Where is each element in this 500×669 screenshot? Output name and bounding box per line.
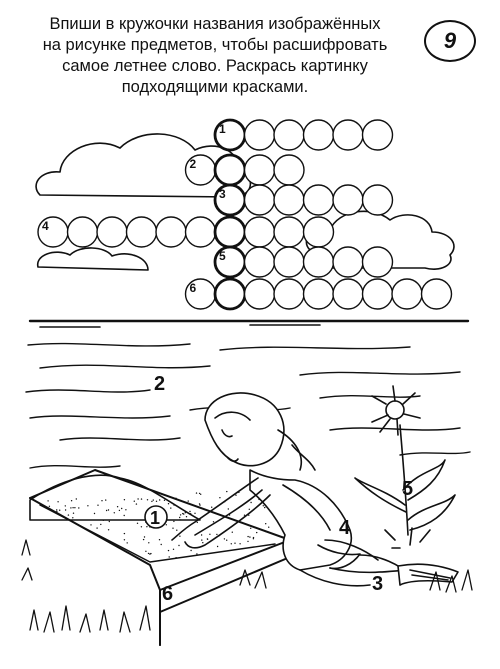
- scene-label-6: 6: [162, 583, 174, 605]
- sand-dot: [144, 536, 145, 537]
- letter-circle[interactable]: [363, 247, 393, 277]
- sand-dot: [150, 553, 151, 554]
- sand-dot: [70, 507, 71, 508]
- sand-dot: [145, 551, 146, 552]
- letter-circle[interactable]: [245, 185, 275, 215]
- letter-circle[interactable]: [304, 279, 334, 309]
- letter-circle[interactable]: [245, 155, 275, 185]
- letter-circle[interactable]: [274, 120, 304, 150]
- sand-dot: [151, 501, 152, 502]
- sand-dot: [137, 523, 138, 524]
- letter-circle[interactable]: [304, 120, 334, 150]
- sand-dot: [179, 517, 180, 518]
- sand-dot: [176, 530, 177, 531]
- puzzle-row: [38, 217, 334, 247]
- instruction-line: самое летнее слово. Раскрась картинку: [62, 57, 368, 75]
- sand-dot: [147, 499, 148, 500]
- letter-circle[interactable]: [363, 279, 393, 309]
- sand-dot: [211, 507, 212, 508]
- sand-dot: [209, 534, 210, 535]
- sand-dot: [72, 517, 73, 518]
- letter-circle[interactable]: [245, 120, 275, 150]
- sand-dot: [57, 501, 58, 502]
- sand-dot: [179, 536, 180, 537]
- letter-circle[interactable]: [333, 185, 363, 215]
- sandbox-icon: [30, 470, 290, 645]
- sand-dot: [247, 536, 248, 537]
- puzzle-row-number: 4: [42, 219, 49, 233]
- sand-dot: [105, 499, 106, 500]
- sand-dot: [219, 497, 220, 498]
- letter-circle[interactable]: [333, 279, 363, 309]
- sand-dot: [265, 523, 266, 524]
- sand-dot: [173, 521, 174, 522]
- sand-dot: [226, 491, 227, 492]
- sand-dot: [173, 549, 174, 550]
- sand-dot: [256, 532, 257, 533]
- sand-dot: [73, 513, 74, 514]
- sand-dot: [253, 538, 254, 539]
- sand-dot: [231, 543, 232, 544]
- sand-dot: [76, 498, 77, 499]
- sand-dot: [68, 514, 69, 515]
- sand-dot: [168, 503, 169, 504]
- sand-dot: [216, 534, 217, 535]
- sand-dot: [173, 504, 174, 505]
- sand-dot: [156, 501, 157, 502]
- sand-dot: [234, 543, 235, 544]
- letter-circle[interactable]: [156, 217, 186, 247]
- sand-dot: [124, 499, 125, 500]
- sand-dot: [189, 511, 190, 512]
- sand-dot: [137, 498, 138, 499]
- sand-dot: [90, 524, 91, 525]
- sand-dot: [141, 498, 142, 499]
- sand-dot: [108, 509, 109, 510]
- horizon-line: [30, 321, 468, 327]
- letter-circle[interactable]: [304, 185, 334, 215]
- sand-dot: [121, 508, 122, 509]
- puzzle-row-number: 2: [189, 157, 197, 171]
- sand-dot: [106, 510, 107, 511]
- sand-dot: [232, 532, 233, 533]
- sand-dot: [250, 528, 251, 529]
- letter-circle[interactable]: [274, 155, 304, 185]
- sand-dot: [201, 534, 202, 535]
- sand-dot: [200, 494, 201, 495]
- sand-dot: [170, 507, 171, 508]
- sand-dot: [228, 508, 229, 509]
- sand-dot: [100, 524, 101, 525]
- sand-dot: [124, 539, 125, 540]
- sand-dot: [148, 553, 149, 554]
- sand-dot: [146, 526, 147, 527]
- sand-dot: [186, 516, 187, 517]
- sand-dot: [201, 539, 202, 540]
- sand-dot: [125, 509, 126, 510]
- sand-dot: [199, 493, 200, 494]
- instruction-line: Впиши в кружочки названия изображённых: [49, 15, 381, 33]
- letter-circle[interactable]: [68, 217, 98, 247]
- sand-dot: [194, 513, 195, 514]
- sand-dot: [141, 526, 142, 527]
- sand-dot: [114, 512, 115, 513]
- instruction-line: подходящими красками.: [121, 78, 309, 96]
- letter-circle[interactable]: [186, 217, 216, 247]
- sand-dot: [249, 536, 250, 537]
- letter-circle[interactable]: [245, 247, 275, 277]
- sand-dot: [124, 515, 125, 516]
- sand-dot: [190, 513, 191, 514]
- sand-dot: [117, 506, 118, 507]
- letter-circle[interactable]: [304, 247, 334, 277]
- sand-dot: [72, 507, 73, 508]
- sand-dot: [239, 543, 240, 544]
- sand-dot: [97, 505, 98, 506]
- scene-label-1: 1: [150, 508, 161, 528]
- sand-dot: [268, 527, 269, 528]
- sand-dot: [109, 521, 110, 522]
- puzzle-row-number: 1: [219, 122, 226, 136]
- letter-circle[interactable]: [274, 279, 304, 309]
- sand-dot: [94, 513, 95, 514]
- sand-dot: [207, 538, 208, 539]
- letter-circle[interactable]: [422, 279, 452, 309]
- sand-dot: [226, 540, 227, 541]
- letter-circle[interactable]: [304, 217, 334, 247]
- sand-dot: [59, 510, 60, 511]
- sand-dot: [264, 507, 265, 508]
- scene-label-5: 5: [402, 478, 414, 500]
- sand-dot: [166, 524, 167, 525]
- sand-dot: [179, 519, 180, 520]
- sand-dot: [78, 507, 79, 508]
- sand-dot: [217, 546, 218, 547]
- letter-circle[interactable]: [274, 217, 304, 247]
- sand-dot: [188, 500, 189, 501]
- sand-dot: [213, 521, 214, 522]
- sand-dot: [65, 505, 66, 506]
- sand-dot: [108, 529, 109, 530]
- puzzle-row: [215, 120, 393, 150]
- sand-dot: [96, 527, 97, 528]
- letter-circle[interactable]: [127, 217, 157, 247]
- letter-circle[interactable]: [333, 120, 363, 150]
- puzzle-row: [215, 247, 393, 277]
- sand-dot: [224, 538, 225, 539]
- sand-dot: [159, 539, 160, 540]
- sand-dot: [119, 510, 120, 511]
- sand-dot: [247, 541, 248, 542]
- key-letter-circle[interactable]: [215, 217, 245, 247]
- letter-circle[interactable]: [392, 279, 422, 309]
- puzzle-row-number: 5: [219, 249, 226, 263]
- sand-dot: [101, 500, 102, 501]
- grass: [22, 540, 472, 632]
- sand-dot: [178, 545, 179, 546]
- sand-dot: [180, 514, 181, 515]
- letter-circle[interactable]: [245, 279, 275, 309]
- sand-dot: [148, 542, 149, 543]
- sand-dot: [127, 542, 128, 543]
- letter-circle[interactable]: [274, 185, 304, 215]
- letter-circle[interactable]: [363, 185, 393, 215]
- scene-label-2: 2: [154, 373, 166, 395]
- sand-dot: [190, 550, 191, 551]
- sand-dot: [136, 503, 137, 504]
- sand-dot: [196, 492, 197, 493]
- sand-dot: [47, 500, 48, 501]
- sand-dot: [197, 522, 198, 523]
- sand-dot: [182, 513, 183, 514]
- sand-dot: [185, 512, 186, 513]
- sand-dot: [250, 502, 251, 503]
- letter-circle[interactable]: [363, 120, 393, 150]
- letter-circle[interactable]: [333, 247, 363, 277]
- girl-figure: [172, 393, 458, 586]
- cloud-small-icon: [38, 248, 148, 270]
- sand-dot: [49, 506, 50, 507]
- daisy-flower-icon: [355, 386, 455, 548]
- sand-dot: [235, 495, 236, 496]
- sand-dot: [87, 505, 88, 506]
- sand-dot: [164, 500, 165, 501]
- puzzle-row: [215, 185, 393, 215]
- sand-dot: [199, 503, 200, 504]
- sand-dot: [263, 505, 264, 506]
- sand-dot: [199, 504, 200, 505]
- key-letter-circle[interactable]: [215, 279, 245, 309]
- puzzle-row-number: 6: [189, 281, 197, 295]
- key-letter-circle[interactable]: [215, 155, 245, 185]
- sand-dot: [103, 520, 104, 521]
- instruction-line: на рисунке предметов, чтобы расшифровать: [42, 36, 388, 54]
- sand-dot: [134, 501, 135, 502]
- sand-dot: [169, 556, 170, 557]
- sand-dot: [249, 509, 250, 510]
- letter-circle[interactable]: [245, 217, 275, 247]
- sand-dot: [202, 542, 203, 543]
- sand-dot: [74, 507, 75, 508]
- scene-label-4: 4: [339, 517, 351, 539]
- letter-circle[interactable]: [97, 217, 127, 247]
- sand-dot: [124, 533, 125, 534]
- sand-dot: [161, 544, 162, 545]
- letter-circle[interactable]: [274, 247, 304, 277]
- sand-dot: [159, 499, 160, 500]
- sand-dot: [56, 509, 57, 510]
- puzzle-row: [186, 279, 452, 309]
- sand-dot: [153, 499, 154, 500]
- sand-dot: [196, 553, 197, 554]
- sand-dot: [168, 550, 169, 551]
- page-number: 9: [443, 28, 457, 53]
- sand-dot: [65, 509, 66, 510]
- sand-dot: [172, 528, 173, 529]
- scene-label-3: 3: [372, 573, 384, 595]
- sand-dot: [143, 539, 144, 540]
- sand-dot: [71, 500, 72, 501]
- puzzle-row-number: 3: [219, 187, 226, 201]
